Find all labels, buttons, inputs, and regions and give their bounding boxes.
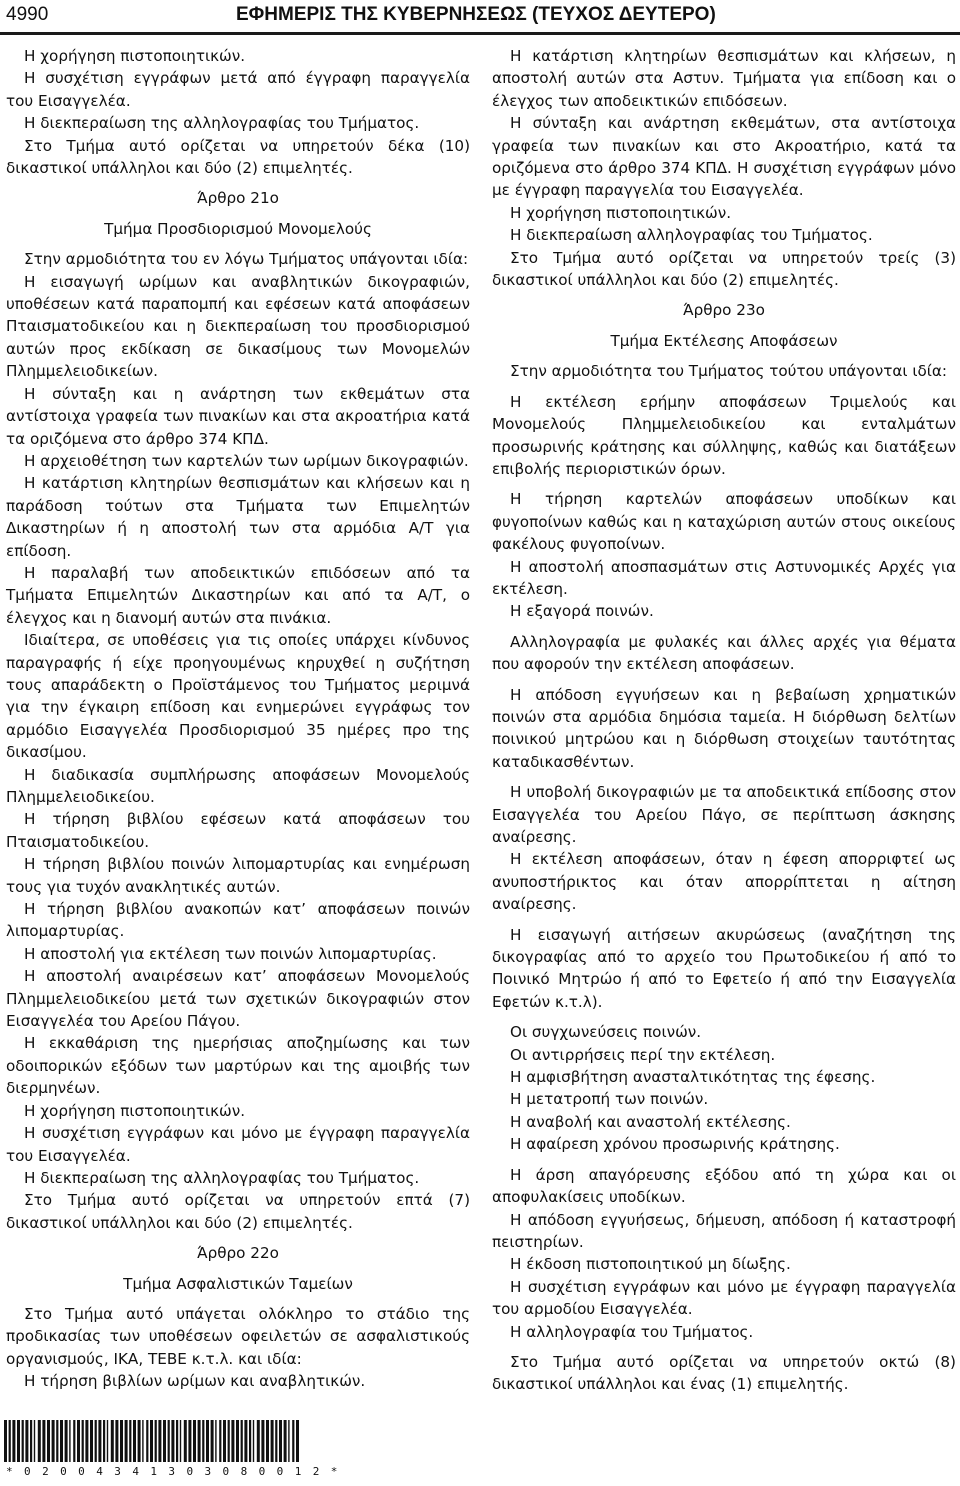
article-23-subtitle: Τμήμα Εκτέλεσης Αποφάσεων (610, 331, 838, 350)
barcode-bar (211, 1420, 214, 1462)
paragraph: Στην αρμοδιότητα του Τμήματος τούτου υπάγονται ιδία: (510, 362, 948, 381)
barcode-bar (9, 1420, 11, 1462)
paragraph: Η αλληλογραφία του Τμήματος. (510, 1322, 754, 1341)
paragraph: Η χορήγηση πιστοποιητικών. (24, 47, 246, 65)
barcode-bar (65, 1420, 68, 1462)
paragraph: Η διαδικασία συμπλήρωσης αποφάσεων Μονομελούς Πλημμελειοδικείου. (6, 765, 470, 806)
paragraph: Η αποστολή αποσπασμάτων στις Αστυνομικές Αρχές για εκτέλεση. (492, 557, 956, 598)
barcode-bar (168, 1420, 170, 1462)
paragraph: Η συσχέτιση εγγράφων μετά από έγγραφη παραγγελία του Εισαγγελέα. (6, 69, 470, 110)
paragraph: Η χορήγηση πιστοποιητικών. (24, 1101, 246, 1120)
paragraph: Η τήρηση καρτελών αποφάσεων υποδίκων και φυγοποίνων καθώς και η καταχώριση αυτών στους οικείους φακέλους φυγοποίνων. (492, 490, 956, 554)
barcode-bar (188, 1420, 191, 1462)
paragraph: Η άρση απαγόρευσης εξόδου από τη χώρα και οι αποφυλακίσεις υποδίκων. (492, 1165, 956, 1207)
article-21-subtitle: Τμήμα Προσδιορισμού Μονομελούς (104, 219, 372, 238)
barcode-bar (163, 1420, 166, 1462)
barcode-bar (22, 1420, 24, 1462)
paragraph: Η εισαγωγή αιτήσεων ακυρώσεως (αναζήτηση της δικογραφίας από το αρχείο του Πρωτοδικείου ή από το Ποινικό Μητρώο ή από το Εφετείο ή από την Εισαγγελία Εφετών κ.τ.λ). (492, 925, 956, 1011)
barcode-bar (271, 1420, 274, 1462)
barcode-bar (34, 1420, 35, 1462)
paragraph: Η εκτέλεση ερήμην αποφάσεων Τριμελούς και Μονομελούς Πλημμελειοδικείου και ενταλμάτων προσωρινής κράτησης και σύλληψης, καθώς και διατάξεων επιβολής περιοριστικών όρων. (492, 392, 956, 478)
paragraph: Οι συγχωνεύσεις ποινών. (510, 1023, 702, 1042)
barcode-bar (12, 1420, 15, 1462)
paragraph: Η σύνταξη και η ανάρτηση των εκθεμάτων στα αντίστοιχα γραφεία των πινακίων και στα ακροατήρια κατά τα οριζόμενα στο άρθρο 374 ΚΠΔ. (6, 384, 470, 448)
barcode-bar (98, 1420, 101, 1462)
barcode-bar (129, 1420, 131, 1462)
barcode-bar (133, 1420, 136, 1462)
paragraph: Στο Τμήμα αυτό ορίζεται να υπηρετούν τρείς (3) δικαστικοί υπάλληλοι και δύο (2) επιμελητές. (492, 248, 956, 290)
barcode-bar (180, 1420, 181, 1462)
paragraph: Η εισαγωγή ωρίμων και αναβλητικών δικογραφιών, υποθέσεων κατά παραπομπή και εφέσεων κατά αποφάσεων Πταισματοδικείου και η διεκπεραίωση του προσδιορισμού αυτών προς εκδίκαση σε δικασίμους των Μονομελών Πλημμελειοδικείων. (6, 272, 470, 381)
barcode-bar (69, 1420, 70, 1462)
barcode-bar (95, 1420, 97, 1462)
barcode-bar (30, 1420, 32, 1462)
barcode (2, 1420, 340, 1482)
paragraph: Η αποστολή για εκτέλεση των ποινών λιπομαρτυρίας. (24, 944, 437, 963)
paragraph: Η διεκπεραίωση αλληλογραφίας του Τμήματος. (510, 226, 873, 245)
barcode-bar (52, 1420, 55, 1462)
paragraph: Ιδιαίτερα, σε υποθέσεις για τις οποίες υπάρχει κίνδυνος παραγραφής ή είχε προηγουμένως κηρυχθεί η συζήτηση τους απαράδεκτη ο Προϊστάμενος του Τμήματος μεριμνά για την έγκαιρη επίδοση και ενημερώνει εγγράφως τον αρμόδιο Εισαγγελέα Προσδιορισμού 35 ημέρες προ της δικασίμου. (6, 631, 470, 762)
barcode-bar (138, 1420, 141, 1462)
paragraph: Η αμφισβήτηση ανασταλτικότητας της έφεσης. (510, 1068, 876, 1087)
paragraph: Η μετατροπή των ποινών. (510, 1090, 709, 1109)
paragraph: Η τήρηση βιβλίου εφέσεων κατά αποφάσεων του Πταισματοδικείου. (6, 810, 470, 851)
barcode-bar (142, 1420, 143, 1462)
paragraph: Στο Τμήμα αυτό ορίζεται να υπηρετούν οκτώ (8) δικαστικοί υπάλληλοι και ένας (1) επιμελητής. (492, 1352, 956, 1394)
paragraph: Η υποβολή δικογραφιών με τα αποδεικτικά επίδοσης στον Εισαγγελέα του Αρείου Πάγο, σε περίπτωση άσκησης αναίρεσης. (492, 783, 956, 846)
article-23-title: Άρθρο 23ο (683, 301, 765, 320)
barcode-bar (241, 1420, 243, 1462)
barcode-bar (223, 1420, 226, 1462)
barcode-bar (296, 1420, 299, 1462)
paragraph: Η αποστολή αναιρέσεων κατ’ αποφάσεων Μονομελούς Πλημμελειοδικείου μετά των σχετικών δικογραφιών στον Εισαγγελέα του Αρείου Πάγου. (6, 967, 470, 1031)
paragraph: Η σύνταξη και ανάρτηση εκθεμάτων, στα αντίστοιχα γραφεία των πινακίων και στο Ακροατήριο, κατά τα οριζόμενα στο άρθρο 374 ΚΠΔ. Η συσχέτιση εγγράφων μόνο με έγγραφη παραγγελία του Εισαγγελέα. (492, 114, 956, 200)
barcode-bar (198, 1420, 201, 1462)
barcode-bar (202, 1420, 204, 1462)
paragraph: Η τήρηση βιβλίου ποινών λιπομαρτυρίας και ενημέρωση τους για τυχόν ανακλητικές αυτών. (6, 855, 470, 896)
barcode-bar (60, 1420, 63, 1462)
barcode-bar (231, 1420, 234, 1462)
barcode-bar (155, 1420, 157, 1462)
article-21-title: Άρθρο 21ο (197, 189, 279, 208)
paragraph: Η χορήγηση πιστοποιητικών. (510, 203, 732, 222)
paragraph: Η τήρηση βιβλίων ωρίμων και αναβλητικών. (24, 1372, 366, 1391)
barcode-number: * 0 2 0 0 4 3 4 1 3 0 3 0 8 0 0 1 2 * (6, 1465, 340, 1478)
barcode-bar (249, 1420, 251, 1462)
barcode-bar (275, 1420, 277, 1462)
paragraph: Στην αρμοδιότητα του εν λόγω Τμήματος υπάγονται ιδία: (24, 250, 469, 269)
barcode-bar (115, 1420, 118, 1462)
barcode-bar (266, 1420, 269, 1462)
barcode-bar (90, 1420, 93, 1462)
page-header (6, 0, 954, 32)
paragraph: Η αρχειοθέτηση των καρτελών των ωρίμων δικογραφιών. (24, 451, 469, 470)
barcode-bar (261, 1420, 264, 1462)
paragraph: Η έκδοση πιστοποιητικού μη δίωξης. (510, 1255, 791, 1274)
barcode-bar (73, 1420, 75, 1462)
barcode-bar (56, 1420, 58, 1462)
paragraph: Η αφαίρεση χρόνου προσωρινής κράτησης. (510, 1135, 840, 1154)
barcode-bar (244, 1420, 247, 1462)
barcode-bar (257, 1420, 260, 1462)
barcode-bar (184, 1420, 187, 1462)
barcode-bar (125, 1420, 128, 1462)
barcode-bar (236, 1420, 239, 1462)
barcode-bar (38, 1420, 41, 1462)
barcode-bar (107, 1420, 108, 1462)
paragraph: Η κατάρτιση κλητηρίων θεσπισμάτων και κλήσεων και η παράδοση τούτων στα Τμήματα των Επιμελητών Δικαστηρίων ή η αποστολή των στα αρμόδια Α/Τ για επίδοση. (6, 474, 470, 560)
paragraph: Η παραλαβή των αποδεικτικών επιδόσεων από τα Τμήματα Επιμελητών Δικαστηρίων και από τα Α/Τ, ο έλεγχος και η διανομή αυτών στα πινάκια. (6, 563, 470, 627)
barcode-bar (85, 1420, 88, 1462)
barcode-bar (150, 1420, 153, 1462)
barcode-bar (193, 1420, 196, 1462)
barcode-bar (42, 1420, 45, 1462)
barcode-bar (47, 1420, 50, 1462)
barcode-bar (215, 1420, 216, 1462)
paragraph: Η αναβολή και αναστολή εκτέλεσης. (510, 1112, 791, 1131)
barcode-bar (228, 1420, 230, 1462)
barcode-bar (4, 1420, 7, 1462)
barcode-bar (120, 1420, 123, 1462)
paragraph: Η απόδοση εγγυήσεων και η βεβαίωση χρηματικών ποινών στα αρμόδια δημόσια ταμεία. Η διόρθωση δελτίων ποινικού μητρώου και η διόρθωση στοιχείων ταυτότητας καταδικασθέντων. (492, 685, 956, 771)
paragraph: Οι αντιρρήσεις περί την εκτέλεση. (510, 1045, 776, 1064)
barcode-bar (82, 1420, 84, 1462)
barcode-bar (206, 1420, 209, 1462)
paragraph: Στο Τμήμα αυτό υπάγεται ολόκληρο το στάδιο της προδικασίας των υποθέσεων οφειλετών σε ασφαλιστικούς οργανισμούς, ΙΚΑ, ΤΕΒΕ κ.τ.λ. και ιδία: (6, 1304, 470, 1368)
barcode-bar (158, 1420, 161, 1462)
page-number: 4990 (6, 4, 49, 25)
gazette-title: ΕΦΗΜΕΡΙΣ ΤΗΣ ΚΥΒΕΡΝΗΣΕΩΣ (ΤΕΥΧΟΣ ΔΕΥΤΕΡΟ) (236, 4, 716, 25)
paragraph: Η απόδοση εγγυήσεως, δήμευση, απόδοση ή καταστροφή πειστηρίων. (492, 1210, 956, 1251)
barcode-bar (171, 1420, 174, 1462)
barcode-bar (288, 1420, 289, 1462)
barcode-bar (103, 1420, 105, 1462)
barcode-bar (219, 1420, 221, 1462)
barcode-bar (17, 1420, 20, 1462)
paragraph: Αλληλογραφία με φυλακές και άλλες αρχές για θέματα που αφορούν την εκτέλεση αποφάσεων. (492, 632, 956, 674)
barcode-bar (284, 1420, 287, 1462)
header-rule (0, 32, 960, 35)
paragraph: Η διεκπεραίωση της αλληλογραφίας του Τμήματος. (24, 114, 420, 133)
barcode-bar (279, 1420, 282, 1462)
barcode-bar (176, 1420, 178, 1462)
barcode-bars (2, 1420, 302, 1462)
paragraph: Η τήρηση βιβλίου ανακοπών κατ’ αποφάσεων ποινών λιπομαρτυρίας. (6, 900, 470, 941)
paragraph: Η συσχέτιση εγγράφων και μόνο με έγγραφη παραγγελία του Εισαγγελέα. (6, 1124, 470, 1165)
paragraph: Στο Τμήμα αυτό ορίζεται να υπηρετούν δέκα (10) δικαστικοί υπάλληλοι και δύο (2) επιμελητές. (6, 136, 470, 178)
barcode-bar (77, 1420, 80, 1462)
article-22-title: Άρθρο 22ο (197, 1244, 279, 1263)
barcode-bar (292, 1420, 294, 1462)
left-column (6, 45, 470, 1393)
barcode-bar (146, 1420, 148, 1462)
paragraph: Η εκκαθάριση της ημερήσιας αποζημίωσης και των οδοιπορικών εξόδων των μαρτύρων και της αμοιβής των διερμηνέων. (6, 1034, 470, 1098)
paragraph: Η εκτέλεση αποφάσεων, όταν η έφεση απορριφτεί ως ανυποστήρικτος και όταν απορρίπτεται η αίτηση αναίρεσης. (492, 850, 956, 914)
right-column (492, 45, 956, 1396)
paragraph: Η κατάρτιση κλητηρίων θεσπισμάτων και κλήσεων, η αποστολή αυτών στα Αστυν. Τμήματα για επίδοση και ο έλεγχος των αποδεικτικών επιδόσεων. (492, 47, 956, 110)
barcode-bar (253, 1420, 254, 1462)
barcode-bar (111, 1420, 114, 1462)
article-22-subtitle: Τμήμα Ασφαλιστικών Ταμείων (123, 1274, 353, 1293)
paragraph: Η διεκπεραίωση της αλληλογραφίας του Τμήματος. (24, 1168, 420, 1187)
barcode-bar (25, 1420, 28, 1462)
paragraph: Η συσχέτιση εγγράφων και μόνο με έγγραφη παραγγελία του αρμοδίου Εισαγγελέα. (492, 1277, 956, 1319)
paragraph: Η εξαγορά ποινών. (510, 602, 654, 621)
paragraph: Στο Τμήμα αυτό ορίζεται να υπηρετούν επτά (7) δικαστικοί υπάλληλοι και δύο (2) επιμελητές. (6, 1191, 470, 1232)
